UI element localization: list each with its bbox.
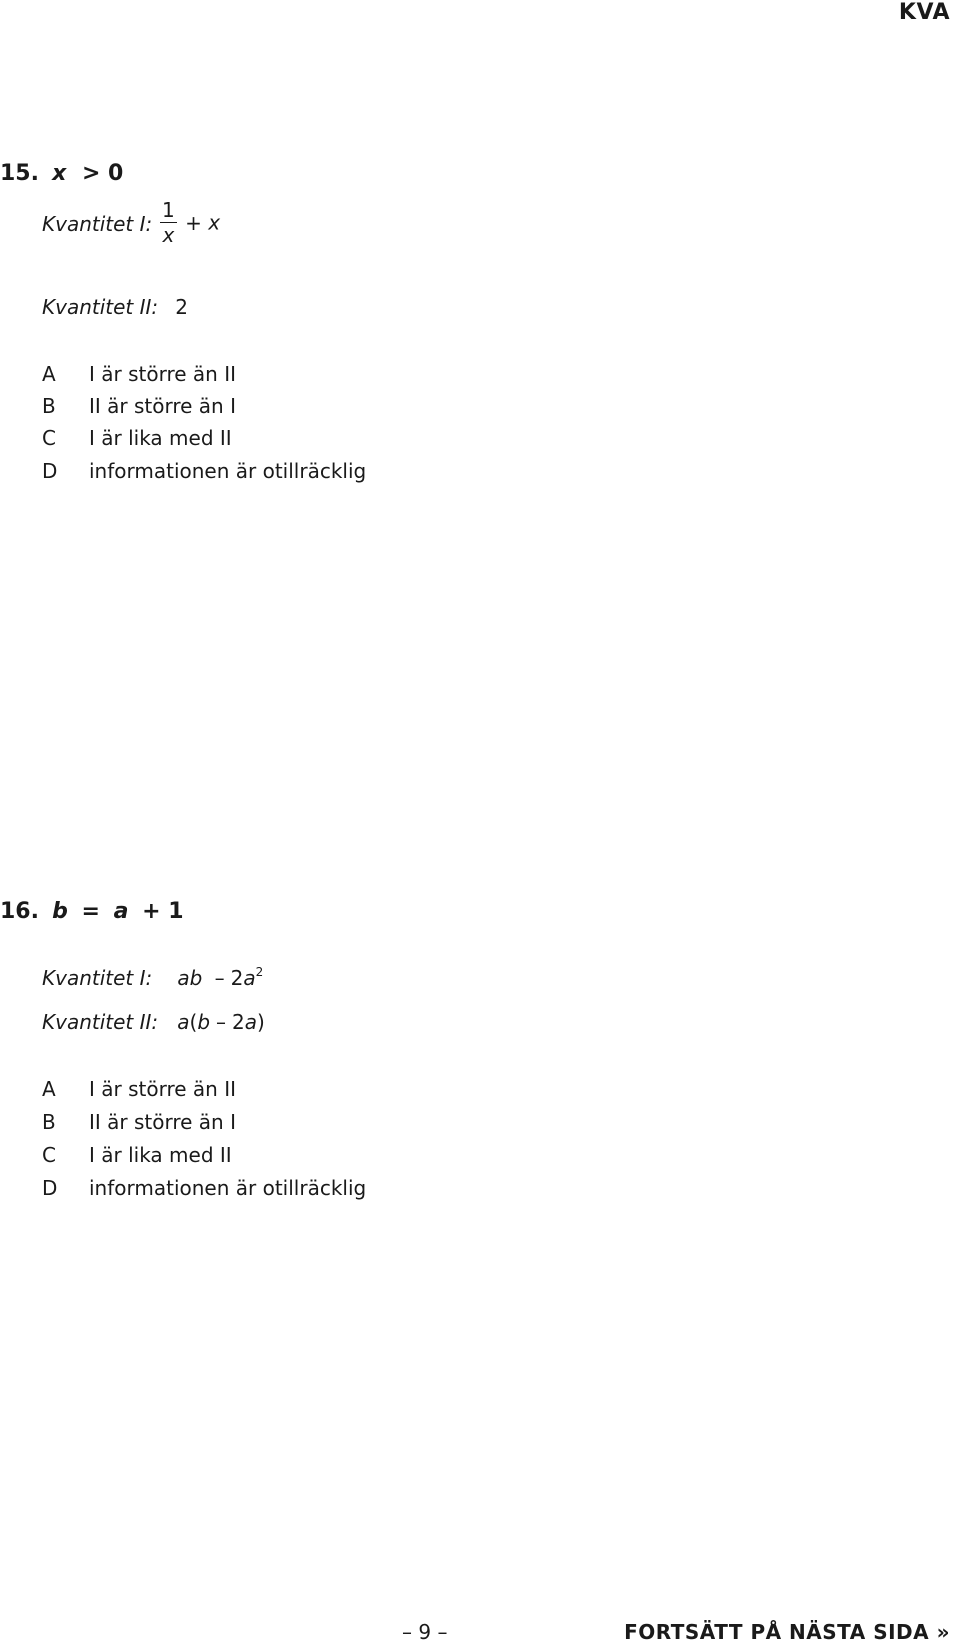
quantity-1-label: Kvantitet I: (42, 212, 153, 236)
option-d[interactable] (42, 1176, 366, 1200)
page-number: – 9 – (402, 1620, 448, 1644)
quantity-2-expression (177, 1010, 265, 1034)
term-ab: ab (177, 966, 203, 990)
minus-sign: – (214, 966, 225, 990)
condition-equals: = (81, 899, 100, 924)
option-text: informationen är otillräcklig (89, 1176, 367, 1200)
option-text: I är större än II (89, 1077, 236, 1101)
coefficient: 2 (230, 966, 244, 990)
question-15-header (0, 161, 123, 186)
condition-variable-a: a (113, 899, 129, 924)
option-letter: D (42, 1176, 58, 1200)
question-number: 16. (0, 899, 39, 924)
option-c[interactable] (42, 426, 232, 450)
fraction-numerator: 1 (162, 198, 175, 222)
term-a: a (244, 1010, 258, 1034)
fraction (160, 200, 177, 245)
quantity-2-row (42, 1010, 265, 1034)
expression-variable: x (208, 210, 221, 235)
option-letter: A (42, 1077, 56, 1101)
condition-variable-b: b (52, 899, 68, 924)
option-letter: B (42, 394, 56, 418)
condition-variable: x (52, 161, 67, 186)
term-b: b (197, 1010, 211, 1034)
option-text: informationen är otillräcklig (89, 459, 367, 483)
section-tag: KVA (898, 0, 950, 25)
coefficient: 2 (232, 1010, 245, 1034)
open-paren: ( (189, 1010, 198, 1034)
option-d[interactable] (42, 459, 366, 483)
quantity-2-label: Kvantitet II: (42, 295, 159, 319)
option-c[interactable] (42, 1143, 232, 1167)
condition-rest: + 1 (142, 899, 184, 924)
option-b[interactable] (42, 1110, 236, 1134)
quantity-2-row (42, 295, 188, 319)
option-letter: C (42, 1143, 56, 1167)
option-letter: D (42, 459, 58, 483)
option-text: I är större än II (89, 362, 236, 386)
option-letter: A (42, 362, 56, 386)
exponent: 2 (255, 965, 264, 979)
option-text: II är större än I (89, 394, 236, 418)
term-a: a (243, 966, 256, 990)
question-condition (52, 899, 183, 924)
continue-next-page: FORTSÄTT PÅ NÄSTA SIDA » (624, 1620, 950, 1644)
quantity-1-label: Kvantitet I: (42, 966, 153, 990)
question-16-header (0, 899, 184, 924)
quantity-2-label: Kvantitet II: (42, 1010, 159, 1034)
fraction-denominator: x (162, 223, 175, 247)
quantity-1-expression (177, 966, 263, 990)
option-letter: C (42, 426, 56, 450)
condition-rest: > 0 (81, 161, 124, 186)
option-text: I är lika med II (89, 1143, 232, 1167)
option-text: I är lika med II (89, 426, 232, 450)
option-text: II är större än I (89, 1110, 236, 1134)
question-number: 15. (0, 161, 39, 186)
term-a: a (177, 1010, 190, 1034)
option-letter: B (42, 1110, 56, 1134)
quantity-2-value: 2 (175, 295, 188, 319)
minus-sign: – (216, 1010, 227, 1034)
plus-sign: + (185, 210, 202, 235)
quantity-1-expression (160, 200, 220, 245)
quantity-1-row (42, 965, 263, 990)
option-b[interactable] (42, 394, 236, 418)
option-a[interactable] (42, 1077, 236, 1101)
option-a[interactable] (42, 362, 236, 386)
close-paren: ) (257, 1010, 265, 1034)
question-condition (52, 161, 123, 186)
